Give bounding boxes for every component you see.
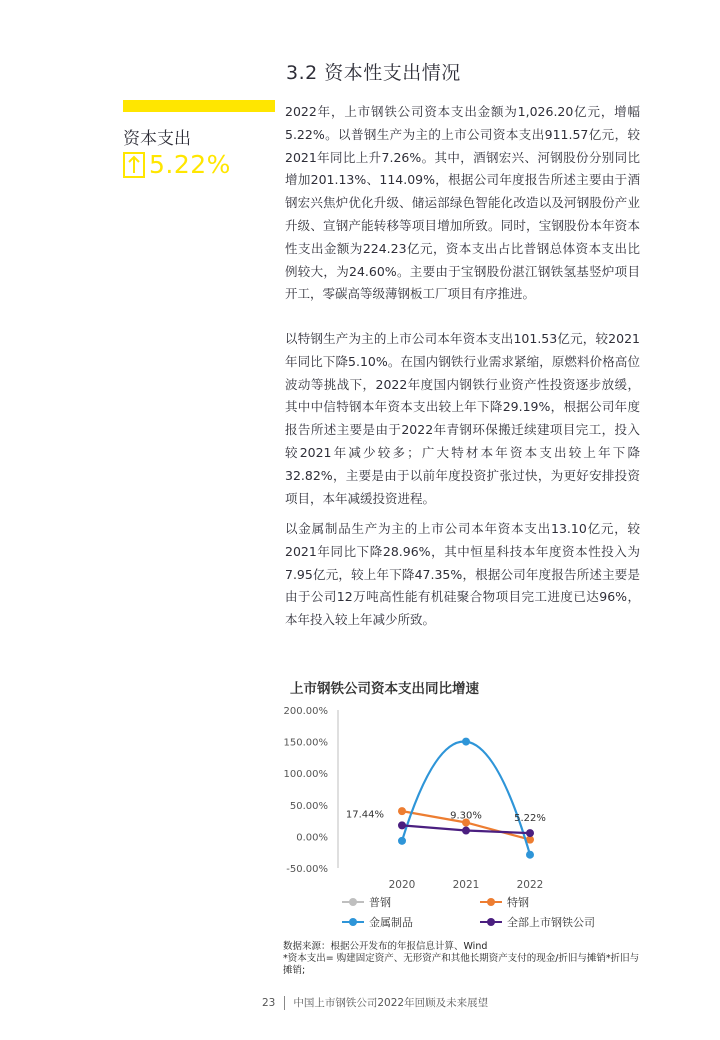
footnote-source: 数据来源：根据公开发布的年报信息计算、Wind	[283, 941, 488, 952]
data-point	[398, 821, 406, 829]
data-point	[398, 807, 406, 815]
y-tick-label: 150.00%	[283, 737, 328, 749]
paragraph: 2022年，上市钢铁公司资本支出金额为1,026.20亿元，增幅5.22%。以普钢生产为主的上市公司资本支出911.57亿元，较2021年同比上升7.26%。其中，酒钢宏兴、河钢股份分别同比增加201.13%、114.09%，根据公司年度报告所述主要由于酒钢宏兴焦炉优化升级、储运部绿色智能化改造以及河钢股份产业升级、宣钢产能转移等项目增加所致。同时，宝钢股份本年资本性支出金额为224.23亿元，资本支出占比普钢总体资本支出比例较大，为24.60%。主要由于宝钢股份湛江钢铁氢基竖炉项目开工，零碳高等级薄钢板工厂项目有序推进。	[285, 104, 640, 302]
page-number: 23	[262, 996, 276, 1009]
sidebar-stat-value: 5.22%	[149, 150, 231, 179]
x-tick-label: 2020	[388, 879, 416, 891]
x-tick-label: 2021	[452, 879, 480, 891]
data-point	[526, 851, 534, 859]
footer-divider	[284, 996, 285, 1010]
series-line	[402, 741, 530, 854]
y-tick-label: 50.00%	[289, 800, 328, 812]
sidebar-label: 资本支出	[123, 129, 191, 149]
footnotes	[283, 941, 643, 977]
y-tick-label: -50.00%	[286, 864, 328, 875]
paragraph: 以金属制品生产为主的上市公司本年资本支出13.10亿元，较2021年同比下降28.96%，其中恒星科技本年度资本性投入为7.95亿元，较上年下降47.35%，根据公司年度报告所述主要是由于公司12万吨高性能有机硅聚合物项目完工进度已达96%，本年投入较上年减少所致。	[285, 521, 640, 628]
chart-title: 上市钢铁公司资本支出同比增速	[290, 681, 479, 697]
line-chart	[280, 700, 640, 940]
data-point	[462, 738, 470, 746]
section-title: 3.2 资本性支出情况	[286, 62, 461, 84]
data-label: 17.44%	[345, 809, 384, 821]
legend-swatch-marker	[487, 898, 495, 906]
sidebar-stat	[123, 150, 231, 179]
data-point	[398, 837, 406, 845]
y-tick-label: 200.00%	[283, 706, 328, 717]
legend-label: 特钢	[507, 896, 529, 909]
legend-swatch-marker	[349, 898, 357, 906]
x-tick-label: 2022	[516, 879, 544, 891]
legend-swatch-marker	[349, 918, 357, 926]
page-footer	[262, 995, 488, 1010]
paragraph: 以特钢生产为主的上市公司本年资本支出101.53亿元，较2021年同比下降5.10%。在国内钢铁行业需求紧缩，原燃料价格高位波动等挑战下，2022年度国内钢铁行业资产性投资逐步放缓，其中中信特钢本年资本支出较上年下降29.19%，根据公司年度报告所述主要是由于2022年青钢环保搬迁续建项目完工，投入较2021年减少较多；广大特材本年资本支出较上年下降32.82%，主要是由于以前年度投资扩张过快，为更好安排投资项目，本年减缓投资进程。	[285, 331, 640, 506]
data-point	[526, 829, 534, 837]
legend-label: 普钢	[369, 896, 391, 909]
data-label: 9.30%	[450, 810, 482, 822]
y-tick-label: 100.00%	[283, 769, 328, 781]
data-point	[462, 827, 470, 835]
legend-swatch-marker	[487, 918, 495, 926]
footer-title: 中国上市钢铁公司2022年回顾及未来展望	[293, 997, 489, 1009]
legend-label: 金属制品	[369, 916, 413, 929]
y-tick-label: 0.00%	[296, 832, 328, 844]
footnote-definition: *资本支出= 购建固定资产、无形资产和其他长期资产支付的现金/折旧与摊销*折旧与摊销;	[283, 953, 640, 976]
data-label: 5.22%	[514, 813, 546, 825]
accent-bar	[123, 100, 275, 112]
arrow-up-icon	[123, 152, 145, 178]
legend-label: 全部上市钢铁公司	[507, 916, 595, 929]
